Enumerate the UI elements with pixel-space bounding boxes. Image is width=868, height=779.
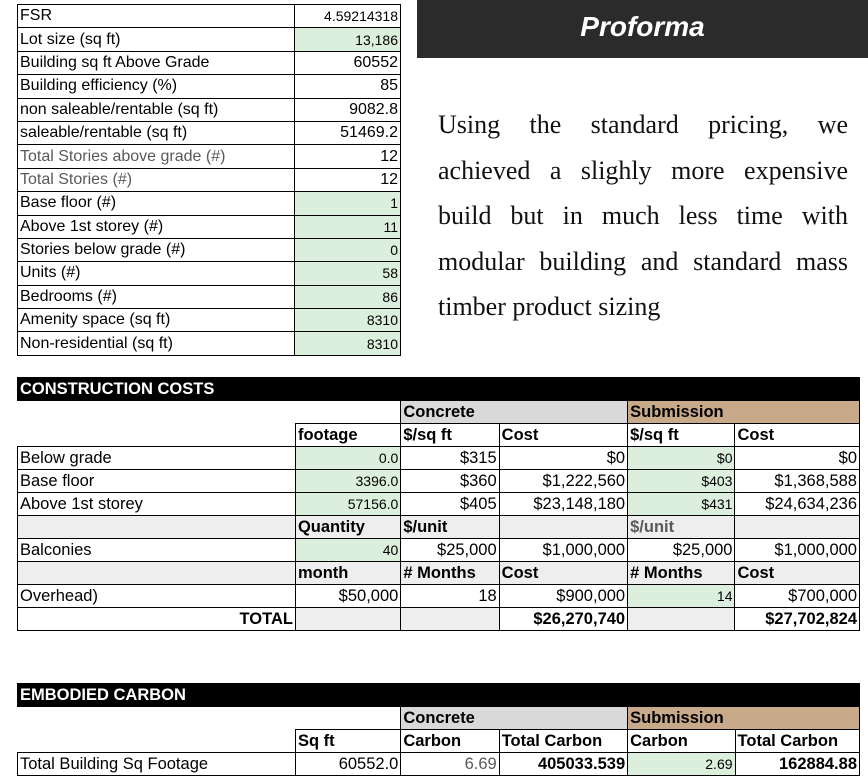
concrete-unit-header: $/unit	[401, 516, 499, 539]
stats-table	[17, 4, 401, 356]
stats-label: Units (#)	[18, 262, 295, 285]
stats-label: Total Stories (#)	[18, 168, 295, 191]
stats-label: Total Stories above grade (#)	[18, 145, 295, 168]
sqft-cell: 60552.0	[295, 753, 400, 776]
concrete-group-label: Concrete	[401, 401, 628, 424]
carbon-header-row	[18, 684, 860, 707]
carbon-column-header-row	[18, 730, 860, 753]
concrete-cost-header: Cost	[499, 424, 627, 447]
stats-label: Non-residential (sq ft)	[18, 332, 295, 355]
stats-value: 11	[295, 215, 401, 238]
concrete-cost-cell: $900,000	[499, 585, 627, 608]
stats-label: saleable/rentable (sq ft)	[18, 121, 295, 144]
concrete-cost-cell: $1,222,560	[499, 470, 627, 493]
stats-label: Bedrooms (#)	[18, 285, 295, 308]
stats-label: FSR	[18, 5, 295, 28]
stats-row	[18, 262, 401, 285]
concrete-rate-header: $/sq ft	[401, 424, 499, 447]
stats-row	[18, 51, 401, 74]
construction-column-header-row	[18, 424, 860, 447]
quantity-header-row	[18, 516, 860, 539]
submission-carbon-cell: 2.69	[628, 753, 735, 776]
concrete-total-carbon-header: Total Carbon	[499, 730, 627, 753]
stats-row	[18, 332, 401, 355]
stats-row	[18, 75, 401, 98]
submission-cost-cell: $0	[735, 447, 860, 470]
carbon-group-row	[18, 707, 860, 730]
footage-cell: 57156.0	[295, 493, 400, 516]
stats-row	[18, 238, 401, 261]
submission-cost-header: Cost	[735, 562, 860, 585]
construction-header-row	[18, 378, 860, 401]
stats-label: Above 1st storey (#)	[18, 215, 295, 238]
construction-costs-table	[17, 377, 860, 631]
quantity-header: Quantity	[295, 516, 400, 539]
stats-row	[18, 215, 401, 238]
submission-total-carbon-header: Total Carbon	[735, 730, 859, 753]
construction-group-row	[18, 401, 860, 424]
concrete-rate-cell: $25,000	[401, 539, 499, 562]
submission-cost-cell: $24,634,236	[735, 493, 860, 516]
stats-value: 60552	[295, 51, 401, 74]
stats-label: Base floor (#)	[18, 192, 295, 215]
submission-carbon-header: Carbon	[628, 730, 735, 753]
concrete-group-label: Concrete	[401, 707, 628, 730]
submission-total-carbon-cell: 162884.88	[735, 753, 859, 776]
month-cell: $50,000	[295, 585, 400, 608]
stats-row	[18, 309, 401, 332]
sqft-header: Sq ft	[295, 730, 400, 753]
concrete-rate-cell: $315	[401, 447, 499, 470]
embodied-carbon-table	[17, 683, 860, 776]
quantity-cell: 40	[295, 539, 400, 562]
table-row	[18, 753, 860, 776]
table-row	[18, 470, 860, 493]
proforma-description: Using the standard pricing, we achieved a slighly more expensive build but in much less time with modular building and standard mass timber product sizing	[438, 110, 848, 321]
concrete-rate-cell: $360	[401, 470, 499, 493]
submission-rate-cell: $403	[628, 470, 735, 493]
submission-rate-cell: $0	[628, 447, 735, 470]
stats-label: non saleable/rentable (sq ft)	[18, 98, 295, 121]
stats-label: Lot size (sq ft)	[18, 28, 295, 51]
footage-cell: 3396.0	[295, 470, 400, 493]
row-label: Above 1st storey	[18, 493, 296, 516]
stats-value: 86	[295, 285, 401, 308]
stats-value: 12	[295, 145, 401, 168]
submission-cost-cell: $1,368,588	[735, 470, 860, 493]
submission-cost-cell: $1,000,000	[735, 539, 860, 562]
stats-value: 13,186	[295, 28, 401, 51]
table-row	[18, 585, 860, 608]
concrete-total-carbon-cell: 405033.539	[499, 753, 627, 776]
stats-body	[18, 5, 401, 356]
concrete-total-cell: $26,270,740	[499, 608, 627, 631]
month-header-row	[18, 562, 860, 585]
submission-group-label: Submission	[628, 707, 860, 730]
concrete-cost-cell: $23,148,180	[499, 493, 627, 516]
submission-cost-cell: $700,000	[735, 585, 860, 608]
submission-rate-cell: $431	[628, 493, 735, 516]
stats-value: 1	[295, 192, 401, 215]
carbon-title: EMBODIED CARBON	[18, 684, 860, 707]
row-label: Base floor	[18, 470, 296, 493]
stats-value: 58	[295, 262, 401, 285]
submission-total-cell: $27,702,824	[735, 608, 860, 631]
table-row	[18, 539, 860, 562]
stats-label: Building efficiency (%)	[18, 75, 295, 98]
concrete-cost-cell: $0	[499, 447, 627, 470]
stats-row	[18, 168, 401, 191]
row-label: Overhead)	[18, 585, 296, 608]
total-row	[18, 608, 860, 631]
concrete-rate-cell: $405	[401, 493, 499, 516]
footage-cell: 0.0	[295, 447, 400, 470]
submission-months-cell: 14	[628, 585, 735, 608]
stats-row	[18, 5, 401, 28]
stats-row	[18, 145, 401, 168]
row-label: Below grade	[18, 447, 296, 470]
stats-label: Building sq ft Above Grade	[18, 51, 295, 74]
month-header: month	[295, 562, 400, 585]
submission-group-label: Submission	[628, 401, 860, 424]
stats-label: Amenity space (sq ft)	[18, 309, 295, 332]
construction-title: CONSTRUCTION COSTS	[18, 378, 860, 401]
submission-rate-header: $/sq ft	[628, 424, 735, 447]
row-label: Balconies	[18, 539, 296, 562]
table-row	[18, 447, 860, 470]
concrete-carbon-cell: 6.69	[401, 753, 499, 776]
stats-value: 0	[295, 238, 401, 261]
stats-value: 9082.8	[295, 98, 401, 121]
stats-value: 8310	[295, 332, 401, 355]
stats-row	[18, 28, 401, 51]
submission-rate-cell: $25,000	[628, 539, 735, 562]
concrete-months-header: # Months	[401, 562, 499, 585]
stats-value: 8310	[295, 309, 401, 332]
concrete-months-cell: 18	[401, 585, 499, 608]
stats-value: 12	[295, 168, 401, 191]
stats-value: 85	[295, 75, 401, 98]
table-row	[18, 493, 860, 516]
submission-months-header: # Months	[628, 562, 735, 585]
proforma-banner: Proforma	[417, 0, 868, 58]
stats-value: 51469.2	[295, 121, 401, 144]
stats-row	[18, 192, 401, 215]
submission-cost-header: Cost	[735, 424, 860, 447]
concrete-cost-header: Cost	[499, 562, 627, 585]
concrete-cost-cell: $1,000,000	[499, 539, 627, 562]
stats-label: Stories below grade (#)	[18, 238, 295, 261]
row-label: Total Building Sq Footage	[18, 753, 296, 776]
total-label: TOTAL	[18, 608, 296, 631]
footage-header: footage	[295, 424, 400, 447]
concrete-carbon-header: Carbon	[401, 730, 499, 753]
submission-unit-header: $/unit	[628, 516, 735, 539]
stats-row	[18, 121, 401, 144]
stats-row	[18, 98, 401, 121]
stats-row	[18, 285, 401, 308]
stats-value: 4.59214318	[295, 5, 401, 28]
